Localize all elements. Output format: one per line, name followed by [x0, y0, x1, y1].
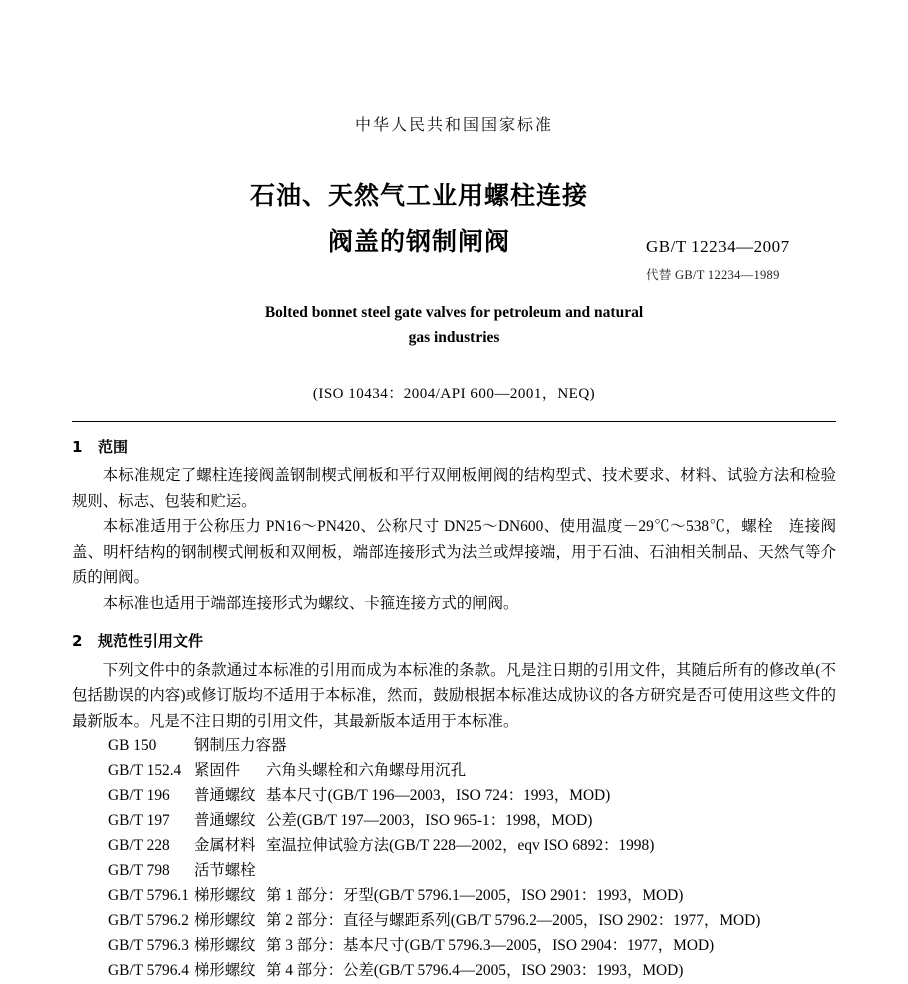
reference-name: 金属材料	[194, 837, 256, 855]
list-item	[72, 834, 836, 859]
standard-number: GB/T 12234—2007	[646, 237, 790, 256]
title-area	[72, 173, 836, 282]
reference-name: 普通螺纹	[194, 812, 256, 830]
reference-detail: 第 1 部分：牙型(GB/T 5796.1—2005，ISO 2901：1993，MOD)	[266, 887, 684, 905]
section-1-paragraph-2: 本标准适用于公称压力 PN16～PN420、公称尺寸 DN25～DN600、使用温度－29℃～538℃，螺栓 连接阀盖、明杆结构的钢制楔式闸板和双闸板，端部连接形式为法兰或焊接端，用于石油、石油相关制品、天然气等介质的闸阀。	[72, 518, 836, 587]
section-2-paragraph-1: 下列文件中的条款通过本标准的引用而成为本标准的条款。凡是注日期的引用文件，其随后所有的修改单(不包括勘误的内容)或修订版均不适用于本标准，然而，鼓励根据本标准达成协议的各方研究是否可使用这些文件的最新版本。凡是不注日期的引用文件，其最新版本适用于本标准。	[72, 661, 836, 730]
section-1-heading	[72, 435, 836, 459]
reference-detail: 第 3 部分：基本尺寸(GB/T 5796.3—2005，ISO 2904：1977，MOD)	[266, 937, 715, 954]
header-divider	[72, 421, 836, 422]
reference-code: GB/T 5796.1	[108, 887, 189, 905]
reference-code: GB/T 5796.3	[108, 937, 189, 954]
reference-name: 钢制压力容器	[194, 737, 287, 755]
list-item	[72, 809, 836, 834]
section-2-heading	[72, 629, 836, 653]
reference-code: GB/T 196	[108, 787, 170, 805]
document-title-en	[72, 300, 836, 350]
reference-detail: 六角头螺栓和六角螺母用沉孔	[266, 762, 467, 780]
reference-name: 普通螺纹	[194, 787, 256, 805]
reference-detail: 室温拉伸试验方法(GB/T 228—2002，eqv ISO 6892：1998)	[266, 837, 655, 855]
reference-code: GB/T 5796.4	[108, 961, 189, 979]
list-item	[72, 909, 836, 934]
document-title-cn-line1: 石油、天然气工业用螺柱连接	[249, 181, 588, 210]
document-title-cn-line2: 阀盖的钢制闸阀	[327, 227, 510, 257]
reference-name: 梯形螺纹	[194, 887, 256, 905]
list-item	[72, 884, 836, 909]
standard-code-block	[646, 237, 836, 283]
reference-detail: 基本尺寸(GB/T 196—2003，ISO 724：1993，MOD)	[266, 787, 611, 805]
list-item	[72, 959, 836, 984]
list-item	[72, 759, 836, 784]
reference-code: GB/T 798	[108, 862, 170, 880]
reference-code: GB/T 152.4	[108, 762, 182, 780]
reference-detail: 第 2 部分：直径与螺距系列(GB/T 5796.2—2005，ISO 2902：1977，MOD)	[266, 912, 761, 930]
reference-name: 梯形螺纹	[194, 961, 256, 979]
section-1-number: 1	[72, 437, 83, 456]
section-1-title: 范围	[98, 437, 129, 456]
section-2-number: 2	[72, 632, 83, 651]
list-item	[72, 734, 836, 759]
reference-code: GB 150	[108, 737, 157, 755]
reference-code: GB/T 197	[108, 812, 170, 830]
section-1-paragraph-3: 本标准也适用于端部连接形式为螺纹、卡箍连接方式的闸阀。	[102, 594, 519, 612]
section-2-title: 规范性引用文件	[98, 632, 204, 651]
reference-code: GB/T 5796.2	[108, 912, 189, 930]
section-1-paragraph-1: 本标准规定了螺柱连接阀盖钢制楔式闸板和平行双闸板闸阀的结构型式、技术要求、材料、试验方法和检验规则、标志、包装和贮运。	[72, 467, 836, 510]
reference-name: 活节螺栓	[194, 862, 256, 880]
reference-detail: 第 4 部分：公差(GB/T 5796.4—2005，ISO 2903：1993，MOD)	[266, 961, 684, 979]
reference-code: GB/T 228	[108, 837, 170, 855]
national-standard-header: 中华人民共和国国家标准	[354, 115, 553, 134]
normative-references-list	[72, 734, 836, 984]
standard-replaces: 代替 GB/T 12234—1989	[646, 268, 780, 282]
list-item	[72, 784, 836, 809]
reference-name: 紧固件	[194, 762, 241, 780]
list-item	[72, 934, 836, 959]
reference-detail: 公差(GB/T 197—2003，ISO 965-1：1998，MOD)	[266, 812, 593, 830]
list-item	[72, 859, 836, 884]
iso-reference: (ISO 10434：2004/API 600—2001，NEQ)	[312, 385, 596, 402]
reference-name: 梯形螺纹	[194, 912, 256, 930]
document-title-en-line2: gas industries	[408, 328, 500, 346]
document-title-en-line1: Bolted bonnet steel gate valves for petroleum and natural	[264, 303, 644, 321]
reference-name: 梯形螺纹	[194, 937, 256, 954]
document-body	[72, 435, 836, 984]
